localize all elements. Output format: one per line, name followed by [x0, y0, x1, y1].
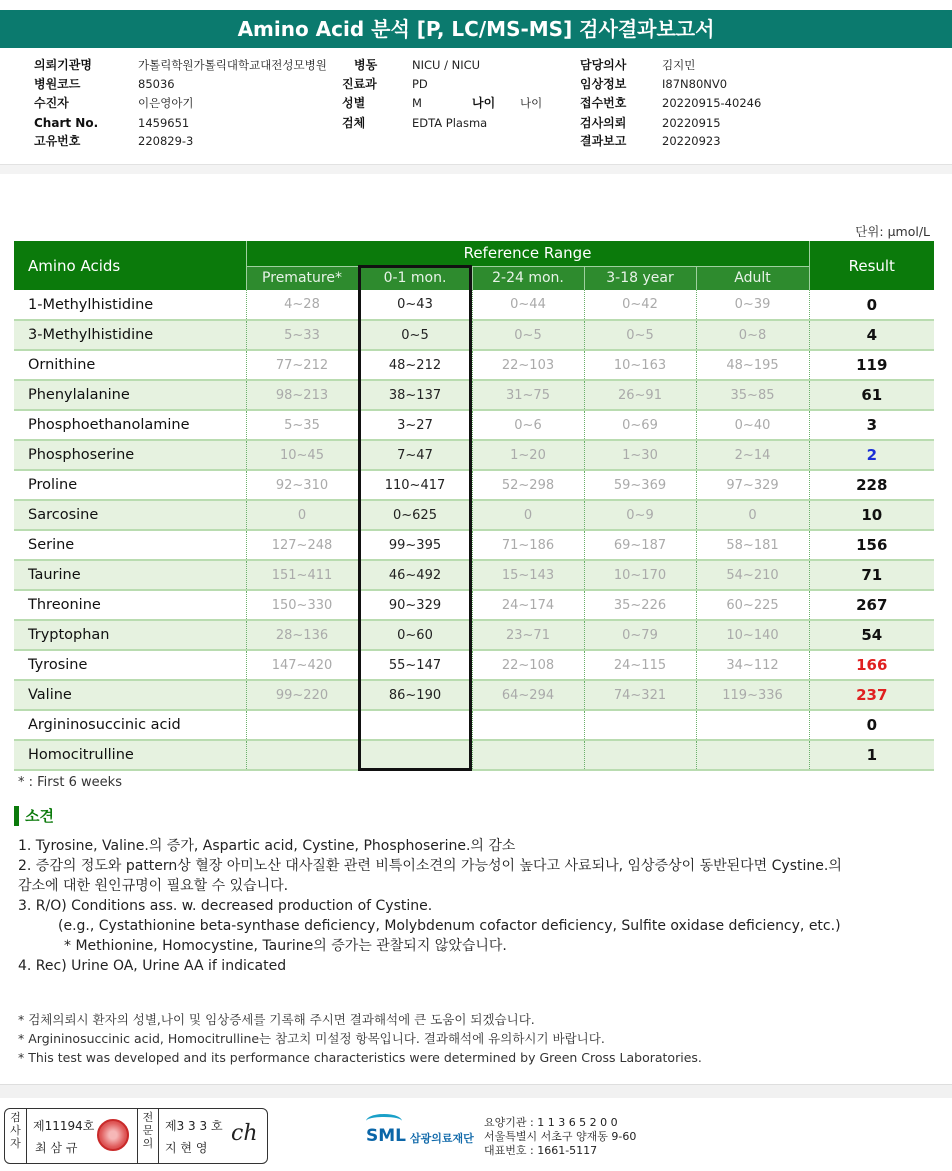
reference-value: 0~625 [358, 500, 472, 530]
reference-value: 48~212 [358, 350, 472, 380]
reference-value: 0 [246, 500, 358, 530]
table-row [14, 350, 934, 380]
opinion-title: 소견 [14, 806, 54, 826]
amino-acid-name: Valine [14, 680, 246, 710]
unit-label: 단위: μmol/L [855, 224, 930, 239]
info-value: 나이 [520, 96, 543, 110]
contact-line: 요양기관 : 1 1 3 6 5 2 0 0 [484, 1116, 618, 1129]
reference-value: 10~45 [246, 440, 358, 470]
result-value: 267 [809, 590, 934, 620]
info-value: 20220923 [662, 134, 721, 148]
result-value: 71 [809, 560, 934, 590]
reference-value: 2~14 [696, 440, 809, 470]
info-row [34, 132, 924, 150]
reference-value: 77~212 [246, 350, 358, 380]
signature-box [4, 1108, 268, 1164]
reference-value: 0~9 [584, 500, 696, 530]
opinion-line: 2. 증감의 정도와 pattern상 혈장 아미노산 대사질환 관련 비특이소견의 가능성이 높다고 사료되나, 임상증상이 동반된다면 Cystine.의 [18, 858, 842, 874]
header-reference-range: Reference Range [246, 241, 809, 266]
reference-value: 0~43 [358, 290, 472, 320]
reference-value: 71~186 [472, 530, 584, 560]
info-label: 임상정보 [580, 77, 627, 91]
reference-value: 150~330 [246, 590, 358, 620]
info-value: 85036 [138, 77, 175, 91]
amino-acid-name: Homocitrulline [14, 740, 246, 770]
reference-value: 48~195 [696, 350, 809, 380]
examiner-seal-icon [97, 1119, 129, 1151]
info-label: 병동 [354, 58, 378, 72]
opinion-line: 1. Tyrosine, Valine.의 증가, Aspartic acid, Cystine, Phosphoserine.의 감소 [18, 838, 516, 854]
logo-text: SML [366, 1126, 406, 1146]
header-range-0-1-mon: 0-1 mon. [358, 266, 472, 290]
table-row [14, 710, 934, 740]
header-range-adult: Adult [696, 266, 809, 290]
table-row [14, 410, 934, 440]
result-value: 0 [809, 290, 934, 320]
lab-contact [484, 1116, 636, 1158]
result-value: 119 [809, 350, 934, 380]
opinion-line: * Methionine, Homocystine, Taurine의 증가는 관찰되지 않았습니다. [64, 938, 507, 954]
info-value: 김지민 [662, 58, 696, 72]
reference-value: 151~411 [246, 560, 358, 590]
info-value: 가톨릭학원가톨릭대학교대전성모병원 [138, 58, 327, 72]
table-row [14, 500, 934, 530]
header-amino-acids: Amino Acids [14, 241, 246, 290]
table-row [14, 590, 934, 620]
reference-value [358, 710, 472, 740]
note-line: * 검체의뢰시 환자의 성별,나이 및 임상증세를 기록해 주시면 결과해석에 큰 도움이 되겠습니다. [18, 1012, 535, 1027]
report-title: Amino Acid 분석 [P, LC/MS-MS] 검사결과보고서 [0, 10, 952, 48]
info-label: 의뢰기관명 [34, 58, 92, 72]
reference-value: 23~71 [472, 620, 584, 650]
header-range-3-18-year: 3-18 year [584, 266, 696, 290]
reference-value: 0~5 [584, 320, 696, 350]
reference-value: 34~112 [696, 650, 809, 680]
table-row [14, 560, 934, 590]
signature-mark-icon: ch [231, 1121, 258, 1146]
amino-acid-name: Argininosuccinic acid [14, 710, 246, 740]
reference-value: 10~163 [584, 350, 696, 380]
info-value: NICU / NICU [412, 58, 481, 72]
info-label: 성별 [342, 96, 366, 110]
result-value: 156 [809, 530, 934, 560]
info-value: I87N80NV0 [662, 77, 728, 91]
result-value: 1 [809, 740, 934, 770]
reference-value: 0~42 [584, 290, 696, 320]
reference-value: 0~5 [358, 320, 472, 350]
reference-value: 64~294 [472, 680, 584, 710]
result-value: 10 [809, 500, 934, 530]
opinion-line: (e.g., Cystathionine beta-synthase deficiency, Molybdenum cofactor deficiency, Sulfite oxidase deficiency, etc.) [58, 918, 841, 934]
table-row [14, 380, 934, 410]
result-value: 54 [809, 620, 934, 650]
premature-footnote: * : First 6 weeks [18, 775, 122, 790]
info-label: 검사의뢰 [580, 116, 627, 130]
reference-value: 99~395 [358, 530, 472, 560]
reference-value [358, 740, 472, 770]
result-value: 228 [809, 470, 934, 500]
reference-value: 58~181 [696, 530, 809, 560]
reference-value: 1~20 [472, 440, 584, 470]
amino-acid-name: 1-Methylhistidine [14, 290, 246, 320]
opinion-line: 감소에 대한 원인규명이 필요할 수 있습니다. [18, 878, 289, 894]
reference-value [472, 740, 584, 770]
table-row [14, 320, 934, 350]
reference-value: 22~108 [472, 650, 584, 680]
reference-value: 10~140 [696, 620, 809, 650]
reference-value: 22~103 [472, 350, 584, 380]
info-label: 결과보고 [580, 134, 627, 148]
result-value: 2 [809, 440, 934, 470]
section-divider [0, 164, 952, 174]
reference-value: 5~35 [246, 410, 358, 440]
amino-acid-name: Phenylalanine [14, 380, 246, 410]
reference-value: 4~28 [246, 290, 358, 320]
result-value: 0 [809, 710, 934, 740]
reference-value: 0~6 [472, 410, 584, 440]
reference-value: 55~147 [358, 650, 472, 680]
amino-acid-name: Threonine [14, 590, 246, 620]
footer-divider [0, 1084, 952, 1098]
table-row [14, 440, 934, 470]
reference-value: 52~298 [472, 470, 584, 500]
info-row [34, 114, 924, 132]
amino-acid-name: Phosphoethanolamine [14, 410, 246, 440]
info-label: Chart No. [34, 116, 99, 130]
opinion-line: 4. Rec) Urine OA, Urine AA if indicated [18, 958, 287, 974]
reference-value: 46~492 [358, 560, 472, 590]
specialist-label: 전문의 [137, 1109, 159, 1163]
reference-value: 147~420 [246, 650, 358, 680]
reference-value: 119~336 [696, 680, 809, 710]
note-line: * Argininosuccinic acid, Homocitrulline는 참고치 미설정 항목입니다. 결과해석에 유의하시기 바랍니다. [18, 1031, 605, 1046]
reference-value: 0~69 [584, 410, 696, 440]
reference-value: 28~136 [246, 620, 358, 650]
examiner-label: 검사자 [5, 1109, 27, 1163]
table-row [14, 650, 934, 680]
amino-acid-table [14, 241, 934, 771]
reference-value: 26~91 [584, 380, 696, 410]
table-row [14, 290, 934, 320]
reference-value: 0~44 [472, 290, 584, 320]
amino-acid-name: Tyrosine [14, 650, 246, 680]
result-value: 166 [809, 650, 934, 680]
reference-value [584, 740, 696, 770]
contact-line: 서울특별시 서초구 양재동 9-60 [484, 1130, 637, 1143]
header-result: Result [809, 241, 934, 290]
reference-value: 0~40 [696, 410, 809, 440]
table-body [14, 290, 934, 770]
amino-acid-name: Phosphoserine [14, 440, 246, 470]
reference-value: 0~39 [696, 290, 809, 320]
reference-value: 31~75 [472, 380, 584, 410]
reference-value [696, 740, 809, 770]
info-row [34, 75, 924, 93]
info-value: 220829-3 [138, 134, 194, 148]
reference-value: 54~210 [696, 560, 809, 590]
reference-value: 7~47 [358, 440, 472, 470]
info-label: 수진자 [34, 96, 69, 110]
table-row [14, 740, 934, 770]
reference-value: 59~369 [584, 470, 696, 500]
result-value: 3 [809, 410, 934, 440]
opinion-line: 3. R/O) Conditions ass. w. decreased production of Cystine. [18, 898, 433, 914]
lab-logo [366, 1114, 486, 1154]
reference-value: 98~213 [246, 380, 358, 410]
reference-value: 60~225 [696, 590, 809, 620]
reference-value [246, 740, 358, 770]
reference-value: 0~60 [358, 620, 472, 650]
info-value: 이은영아기 [138, 96, 194, 110]
reference-value: 0~79 [584, 620, 696, 650]
reference-value: 127~248 [246, 530, 358, 560]
reference-value: 10~170 [584, 560, 696, 590]
info-label: 검체 [342, 116, 366, 130]
note-line: * This test was developed and its performance characteristics were determined by Green Cross Laboratories. [18, 1050, 702, 1065]
reference-value: 35~85 [696, 380, 809, 410]
info-label: 나이 [472, 96, 496, 110]
reference-value: 110~417 [358, 470, 472, 500]
reference-value [472, 710, 584, 740]
table-row [14, 530, 934, 560]
info-value: 20220915 [662, 116, 721, 130]
info-label: 진료과 [342, 77, 377, 91]
info-label: 고유번호 [34, 134, 81, 148]
examiner-name: 최 삼 규 [35, 1141, 78, 1155]
header-range-premature: Premature* [246, 266, 358, 290]
reference-value: 24~174 [472, 590, 584, 620]
reference-value: 99~220 [246, 680, 358, 710]
result-value: 61 [809, 380, 934, 410]
reference-value: 38~137 [358, 380, 472, 410]
info-label: 병원코드 [34, 77, 81, 91]
reference-value: 24~115 [584, 650, 696, 680]
amino-acid-name: Ornithine [14, 350, 246, 380]
table-row [14, 680, 934, 710]
specialist-name: 지 현 영 [165, 1141, 208, 1155]
amino-acid-name: Sarcosine [14, 500, 246, 530]
amino-acid-name: 3-Methylhistidine [14, 320, 246, 350]
contact-line: 대표번호 : 1661-5117 [484, 1144, 598, 1157]
examiner-license: 제11194호 [33, 1119, 95, 1133]
table-row [14, 620, 934, 650]
reference-value: 0~5 [472, 320, 584, 350]
specialist-license: 제3 3 3 호 [165, 1119, 223, 1133]
amino-acid-name: Serine [14, 530, 246, 560]
reference-value: 5~33 [246, 320, 358, 350]
opinion-text [18, 836, 938, 976]
info-value: 20220915-40246 [662, 96, 762, 110]
reference-value: 74~321 [584, 680, 696, 710]
info-label: 접수번호 [580, 96, 627, 110]
reference-value [696, 710, 809, 740]
reference-value: 3~27 [358, 410, 472, 440]
reference-value [246, 710, 358, 740]
result-value: 4 [809, 320, 934, 350]
amino-acid-name: Tryptophan [14, 620, 246, 650]
reference-value [584, 710, 696, 740]
info-label: 담당의사 [580, 58, 627, 72]
reference-value: 0~8 [696, 320, 809, 350]
reference-value: 35~226 [584, 590, 696, 620]
reference-value: 86~190 [358, 680, 472, 710]
result-value: 237 [809, 680, 934, 710]
info-row [34, 56, 924, 74]
info-value: M [412, 96, 422, 110]
info-row [34, 94, 924, 112]
info-value: 1459651 [138, 116, 190, 130]
table-row [14, 470, 934, 500]
amino-acid-name: Proline [14, 470, 246, 500]
info-value: EDTA Plasma [412, 116, 488, 130]
reference-value: 69~187 [584, 530, 696, 560]
reference-value: 0 [472, 500, 584, 530]
reference-value: 1~30 [584, 440, 696, 470]
lab-name: 삼광의료재단 [410, 1132, 474, 1145]
info-value: PD [412, 77, 428, 91]
amino-acid-name: Taurine [14, 560, 246, 590]
reference-value: 0 [696, 500, 809, 530]
reference-value: 90~329 [358, 590, 472, 620]
reference-value: 92~310 [246, 470, 358, 500]
reference-value: 15~143 [472, 560, 584, 590]
report-notes [18, 1010, 938, 1067]
header-range-2-24-mon: 2-24 mon. [472, 266, 584, 290]
reference-value: 97~329 [696, 470, 809, 500]
